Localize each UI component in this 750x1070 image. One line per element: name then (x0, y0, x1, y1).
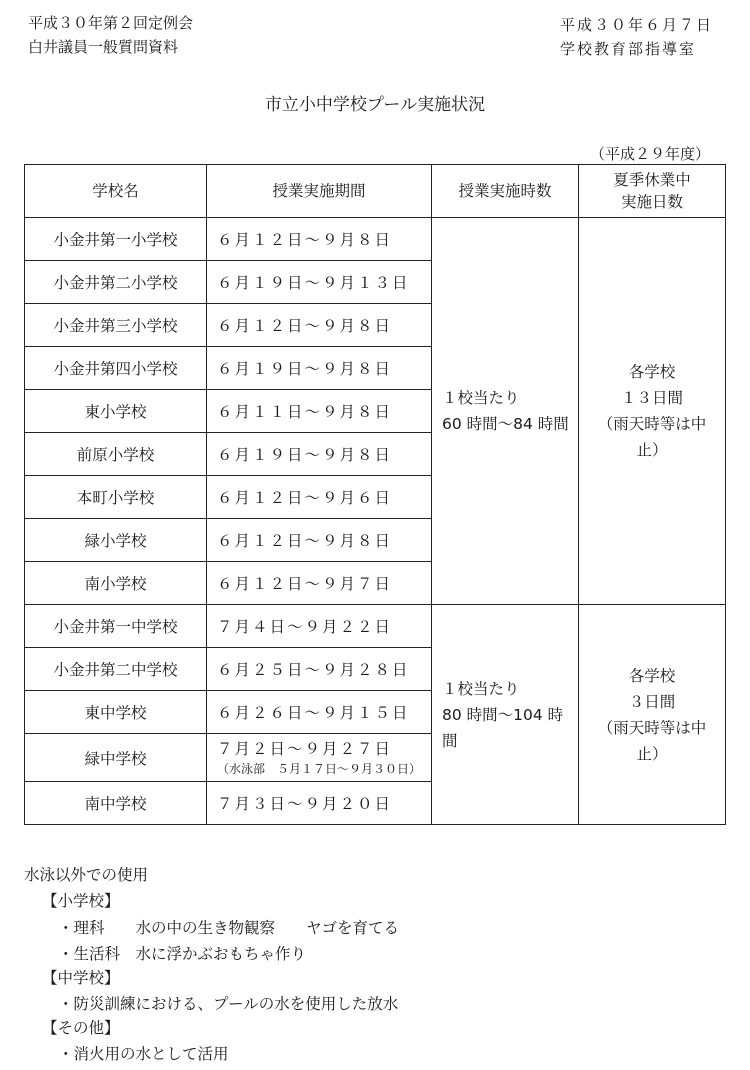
class-period: ６月１９日〜９月８日 (207, 433, 432, 476)
meeting-name: 平成３０年第２回定例会 (28, 14, 194, 32)
table-row (25, 218, 726, 261)
question-material: 白井議員一般質問資料 (28, 38, 179, 56)
class-period: ６月１２日〜９月７日 (207, 562, 432, 605)
junior-hours-line2: 80 時間〜104 時間 (442, 705, 564, 750)
school-name: 小金井第二中学校 (25, 648, 207, 691)
class-period: ６月１９日〜９月８日 (207, 347, 432, 390)
class-period: ６月２６日〜９月１５日 (207, 691, 432, 734)
page-title: 市立小中学校プール実施状況 (264, 95, 486, 115)
column-header-summer-days (579, 165, 726, 218)
issuing-office: 学校教育部指導室 (560, 40, 697, 58)
school-name: 小金井第一小学校 (25, 218, 207, 261)
usage-elementary-label: 【小学校】 (42, 892, 120, 910)
column-header-school: 学校名 (25, 165, 207, 218)
school-name: 小金井第四小学校 (25, 347, 207, 390)
class-period-main: ７月２日〜９月２７日 (217, 739, 393, 758)
junior-class-hours (432, 605, 579, 825)
school-name: 小金井第三小学校 (25, 304, 207, 347)
usage-heading: 水泳以外での使用 (24, 866, 149, 884)
school-name: 南小学校 (25, 562, 207, 605)
table-row (25, 605, 726, 648)
elementary-class-hours (432, 218, 579, 605)
meeting-info (28, 11, 193, 59)
column-header-hours: 授業実施時数 (432, 165, 579, 218)
junior-days-line4: 止） (636, 744, 668, 763)
school-name: 前原小学校 (25, 433, 207, 476)
usage-elementary-item: ・生活科 水に浮かぶおもちゃ作り (58, 945, 307, 963)
school-name: 緑小学校 (25, 519, 207, 562)
issue-date: 平成３０年６月７日 (560, 16, 714, 34)
class-period: ７月３日〜９月２０日 (207, 782, 432, 825)
column-header-period: 授業実施期間 (207, 165, 432, 218)
junior-summer-days (579, 605, 726, 825)
school-name: 小金井第一中学校 (25, 605, 207, 648)
school-name: 東中学校 (25, 691, 207, 734)
class-period: ７月４日〜９月２２日 (207, 605, 432, 648)
class-period: ６月１９日〜９月１３日 (207, 261, 432, 304)
elementary-hours-line2: 60 時間〜84 時間 (442, 415, 569, 433)
school-name: 本町小学校 (25, 476, 207, 519)
school-name: 東小学校 (25, 390, 207, 433)
junior-days-line1: 各学校 (628, 666, 676, 685)
usage-other-item: ・消火用の水として活用 (58, 1045, 229, 1063)
school-name: 緑中学校 (25, 734, 207, 782)
elementary-hours-line1: １校当たり (442, 389, 520, 407)
pool-schedule-table (24, 164, 726, 825)
usage-junior-label: 【中学校】 (42, 969, 120, 987)
elementary-days-line1: 各学校 (628, 363, 676, 381)
school-name: 小金井第二小学校 (25, 261, 207, 304)
usage-other-label: 【その他】 (42, 1019, 120, 1037)
junior-hours-line1: １校当たり (442, 679, 520, 698)
class-period: ６月２５日〜９月２８日 (207, 648, 432, 691)
issuer-info (560, 13, 713, 61)
junior-days-line3: （雨天時等は中 (597, 718, 707, 737)
column-header-summer-days-line2: 実施日数 (620, 193, 683, 211)
fiscal-year-note: （平成２９年度） (590, 145, 711, 163)
class-period: ６月１２日〜９月６日 (207, 476, 432, 519)
swim-club-period: （水泳部 ５月１７日〜９月３０日） (217, 761, 422, 776)
class-period: ６月１２日〜９月８日 (207, 304, 432, 347)
elementary-days-line3: （雨天時等は中 (597, 415, 707, 433)
usage-junior-item: ・防災訓練における、プールの水を使用した放水 (58, 995, 399, 1013)
class-period: ６月１１日〜９月８日 (207, 390, 432, 433)
class-period (207, 734, 432, 782)
class-period: ６月１２日〜９月８日 (207, 519, 432, 562)
usage-elementary-item: ・理科 水の中の生き物観察 ヤゴを育てる (58, 919, 400, 937)
elementary-days-line4: 止） (636, 441, 668, 459)
elementary-summer-days (579, 218, 726, 605)
junior-days-line2: ３日間 (628, 692, 676, 711)
column-header-summer-days-line1: 夏季休業中 (613, 171, 691, 189)
table-header-row (25, 165, 726, 218)
school-name: 南中学校 (25, 782, 207, 825)
elementary-days-line2: １３日間 (620, 389, 683, 407)
class-period: ６月１２日〜９月８日 (207, 218, 432, 261)
